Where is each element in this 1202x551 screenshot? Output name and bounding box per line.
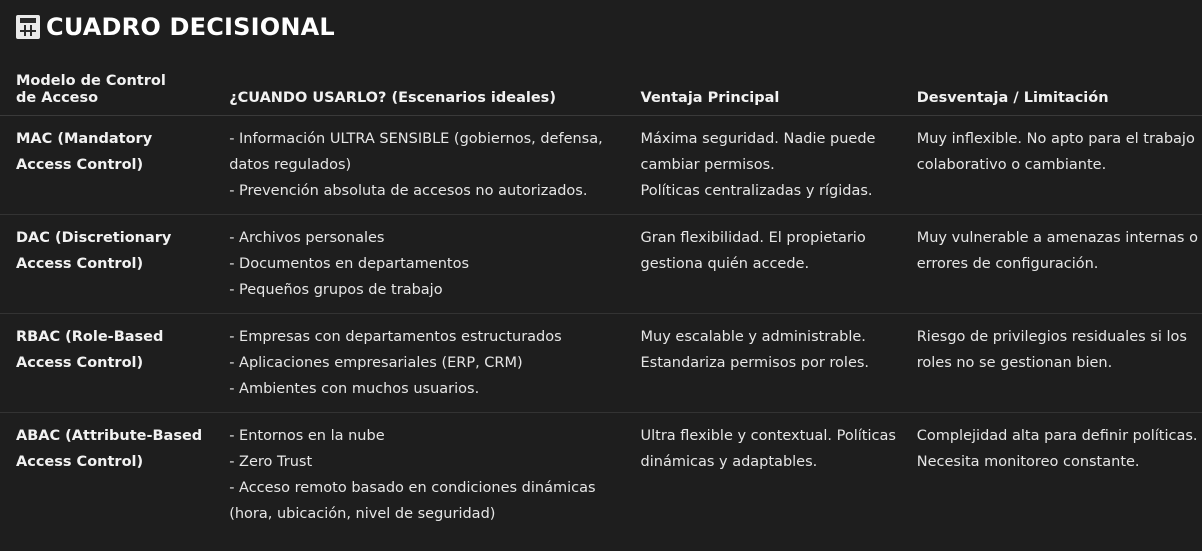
advantage-item: Ultra flexible y contextual. Políticas dinámicas y adaptables. xyxy=(640,427,896,470)
table-row xyxy=(0,412,1202,537)
when-item: - Documentos en departamentos xyxy=(229,255,469,272)
when-item: - Acceso remoto basado en condiciones dinámicas (hora, ubicación, nivel de seguridad) xyxy=(229,479,596,522)
when-item: - Archivos personales xyxy=(229,229,385,246)
column-header-disadvantage: Desventaja / Limitación xyxy=(916,89,1109,106)
when-item: - Ambientes con muchos usuarios. xyxy=(229,380,480,397)
advantage-item: Políticas centralizadas y rígidas. xyxy=(640,182,873,199)
column-header-advantage: Ventaja Principal xyxy=(640,89,780,106)
when-item: - Pequeños grupos de trabajo xyxy=(229,281,443,298)
table-row xyxy=(0,115,1202,214)
when-item: - Zero Trust xyxy=(229,453,313,470)
disadvantage-cell: Muy vulnerable a amenazas internas o errores de configuración. xyxy=(916,229,1198,272)
model-name: MAC (Mandatory Access Control) xyxy=(16,130,153,173)
advantage-item: Gran flexibilidad. El propietario gestiona quién accede. xyxy=(640,229,866,272)
disadvantage-cell: Complejidad alta para definir políticas. Necesita monitoreo constante. xyxy=(916,427,1198,470)
when-item: - Información ULTRA SENSIBLE (gobiernos, defensa, datos regulados) xyxy=(229,130,603,173)
when-cell xyxy=(229,214,640,313)
advantage-cell xyxy=(641,214,917,313)
column-header-model: Modelo de Control de Acceso xyxy=(16,72,166,106)
when-item: - Empresas con departamentos estructurados xyxy=(229,328,562,345)
disadvantage-cell: Riesgo de privilegios residuales si los roles no se gestionan bien. xyxy=(916,328,1187,371)
advantage-item: Máxima seguridad. Nadie puede cambiar permisos. xyxy=(640,130,876,173)
when-cell xyxy=(229,412,640,537)
when-cell xyxy=(229,313,640,412)
when-cell xyxy=(229,115,640,214)
advantage-cell xyxy=(641,412,917,537)
advantage-cell xyxy=(641,313,917,412)
page-title: CUADRO DECISIONAL xyxy=(46,13,335,41)
table-row xyxy=(0,214,1202,313)
disadvantage-cell: Muy inflexible. No apto para el trabajo colaborativo o cambiante. xyxy=(916,130,1195,173)
table-row xyxy=(0,313,1202,412)
when-item: - Aplicaciones empresariales (ERP, CRM) xyxy=(229,354,523,371)
calculator-icon xyxy=(16,15,40,39)
advantage-item: Muy escalable y administrable. xyxy=(640,328,866,345)
column-header-when: ¿CUANDO USARLO? (Escenarios ideales) xyxy=(229,89,556,106)
table-header-row xyxy=(0,62,1202,115)
model-name: DAC (Discretionary Access Control) xyxy=(16,229,172,272)
model-name: RBAC (Role-Based Access Control) xyxy=(16,328,164,371)
decision-table xyxy=(0,62,1202,537)
advantage-item: Estandariza permisos por roles. xyxy=(640,354,870,371)
advantage-cell xyxy=(641,115,917,214)
when-item: - Prevención absoluta de accesos no autorizados. xyxy=(229,182,588,199)
model-name: ABAC (Attribute-Based Access Control) xyxy=(16,427,203,470)
page-header xyxy=(16,10,335,44)
when-item: - Entornos en la nube xyxy=(229,427,385,444)
